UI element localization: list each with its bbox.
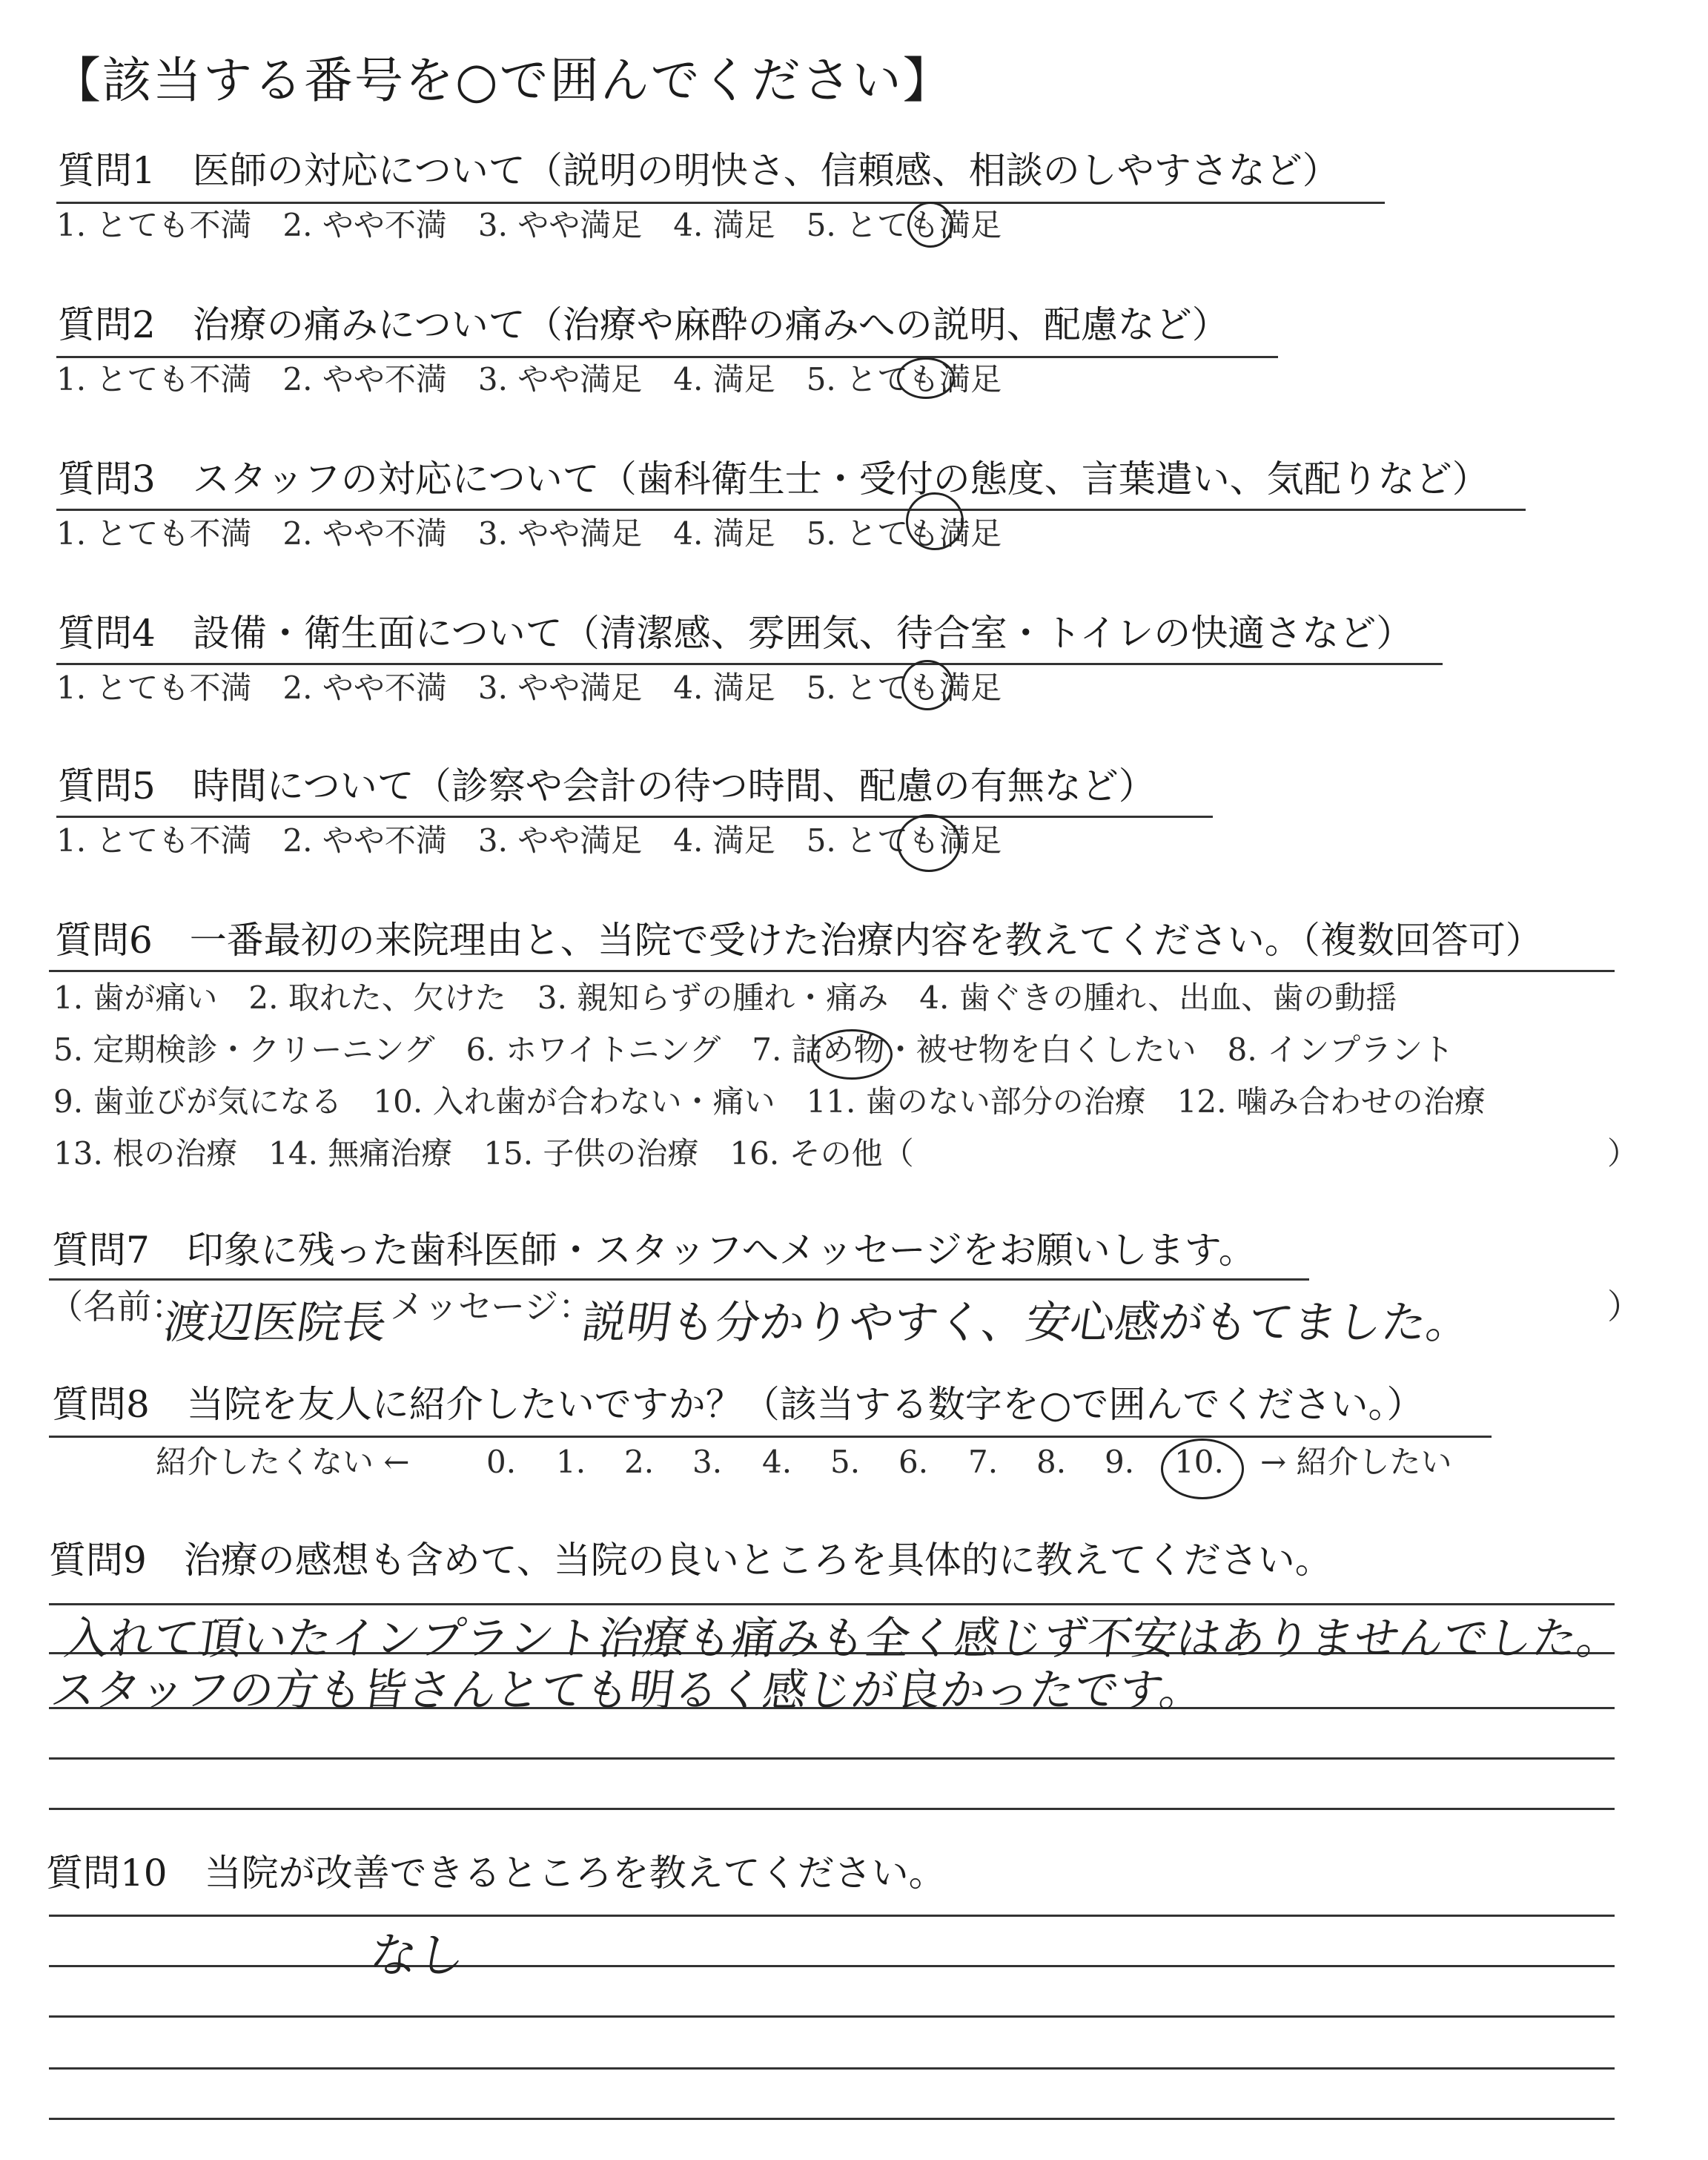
q2-underline xyxy=(56,356,1278,358)
q5-title: 質問5 時間について（診察や会計の待つ時間、配慮の有無など） xyxy=(58,764,1156,807)
q4-options[interactable]: 1. とても不満 2. やや不満 3. やや満足 4. 満足 5. とても満足 xyxy=(56,670,1002,706)
q10-writing-line xyxy=(49,2067,1615,2070)
page-heading: 【該当する番号を○で囲んでください】 xyxy=(52,52,953,109)
q3-options[interactable]: 1. とても不満 2. やや不満 3. やや満足 4. 満足 5. とても満足 xyxy=(56,515,1002,552)
q10-writing-line xyxy=(49,2118,1615,2120)
q8-left-label: 紹介したくない ← xyxy=(156,1444,410,1480)
q8-underline xyxy=(49,1436,1492,1438)
q9-writing-line xyxy=(49,1808,1615,1810)
q8-scale-0[interactable]: 0. xyxy=(486,1444,517,1480)
q8-scale-1[interactable]: 1. xyxy=(556,1444,586,1480)
q6-option-row[interactable]: 9. 歯並びが気になる 10. 入れ歯が合わない・痛い 11. 歯のない部分の治療 12. 噛み合わせの治療 xyxy=(53,1083,1486,1120)
q6-option-row[interactable]: 13. 根の治療 14. 無痛治療 15. 子供の治療 16. その他（ xyxy=(53,1135,914,1172)
q5-underline xyxy=(56,816,1213,818)
q9-writing-line xyxy=(49,1757,1615,1760)
q1-title: 質問1 医師の対応について（説明の明快さ、信頼感、相談のしやすさなど） xyxy=(58,149,1340,192)
q8-scale-9[interactable]: 9. xyxy=(1105,1444,1135,1480)
q4-underline xyxy=(56,663,1443,665)
q10-writing-line xyxy=(49,1915,1615,1917)
q6-option-row[interactable]: 1. 歯が痛い 2. 取れた、欠けた 3. 親知らずの腫れ・痛み 4. 歯ぐきの腫れ、出血、歯の動揺 xyxy=(53,980,1397,1016)
q4-answer-circle xyxy=(901,660,953,710)
q8-answer-circle xyxy=(1161,1439,1244,1499)
q3-answer-circle xyxy=(906,492,964,550)
q10-answer[interactable]: なし xyxy=(365,1929,469,1984)
q3-underline xyxy=(56,509,1526,511)
q1-answer-circle xyxy=(907,202,953,248)
q10-title: 質問10 当院が改善できるところを教えてください。 xyxy=(46,1852,946,1895)
q2-title: 質問2 治療の痛みについて（治療や麻酔の痛みへの説明、配慮など） xyxy=(58,303,1229,346)
q7-message-label: メッセージ： xyxy=(390,1287,593,1327)
q8-scale-10[interactable]: 10. xyxy=(1174,1444,1224,1480)
q6-answer-circle xyxy=(811,1029,893,1080)
q7-underline xyxy=(49,1278,1309,1281)
q6-title: 質問6 一番最初の来院理由と、当院で受けた治療内容を教えてください。（複数回答可） xyxy=(55,919,1543,962)
q8-right-label: → 紹介したい xyxy=(1260,1444,1452,1480)
q2-answer-circle xyxy=(897,357,955,399)
q8-scale-6[interactable]: 6. xyxy=(898,1444,929,1480)
q10-writing-line xyxy=(49,1965,1615,1967)
q4-title: 質問4 設備・衛生面について（清潔感、雰囲気、待合室・トイレの快適さなど） xyxy=(58,612,1414,655)
q8-scale-4[interactable]: 4. xyxy=(762,1444,792,1480)
q7-message-value[interactable]: 説明も分かりやすく、安心感がもてました。 xyxy=(578,1297,1475,1349)
q5-answer-circle xyxy=(897,814,961,872)
q2-options[interactable]: 1. とても不満 2. やや不満 3. やや満足 4. 満足 5. とても満足 xyxy=(56,361,1002,397)
q8-title: 質問8 当院を友人に紹介したいですか？（該当する数字を○で囲んでください。） xyxy=(52,1383,1424,1426)
q1-underline xyxy=(56,202,1385,204)
q6-other-close: ） xyxy=(1607,1135,1639,1172)
q10-writing-line xyxy=(49,2015,1615,2018)
q9-answer-line[interactable]: 入れて頂いたインプラント治療も痛みも全く感じず不安はありませんでした。 xyxy=(61,1613,1626,1665)
q8-scale-5[interactable]: 5. xyxy=(830,1444,861,1480)
q3-title: 質問3 スタッフの対応について（歯科衛生士・受付の態度、言葉遣い、気配りなど） xyxy=(58,458,1489,501)
q8-scale-2[interactable]: 2. xyxy=(624,1444,655,1480)
q1-options[interactable]: 1. とても不満 2. やや不満 3. やや満足 4. 満足 5. とても満足 xyxy=(56,207,1002,243)
q6-underline xyxy=(49,970,1615,972)
q9-answer-line[interactable]: スタッフの方も皆さんとても明るく感じが良かったです。 xyxy=(47,1665,1208,1717)
q9-title: 質問9 治療の感想も含めて、当院の良いところを具体的に教えてください。 xyxy=(49,1539,1332,1582)
q8-scale-7[interactable]: 7. xyxy=(968,1444,999,1480)
q7-name-label: （名前： xyxy=(49,1287,185,1327)
q5-options[interactable]: 1. とても不満 2. やや不満 3. やや満足 4. 満足 5. とても満足 xyxy=(56,822,1002,859)
q6-option-row[interactable]: 5. 定期検診・クリーニング 6. ホワイトニング 7. 詰め物・被せ物を白くしたい 8. インプラント xyxy=(53,1031,1454,1068)
q7-title: 質問7 印象に残った歯科医師・スタッフへメッセージをお願いします。 xyxy=(52,1229,1256,1272)
q7-close: ） xyxy=(1607,1287,1641,1327)
q8-scale-8[interactable]: 8. xyxy=(1036,1444,1067,1480)
q8-scale-3[interactable]: 3. xyxy=(692,1444,723,1480)
q7-name-value[interactable]: 渡辺医院長 xyxy=(160,1297,391,1349)
